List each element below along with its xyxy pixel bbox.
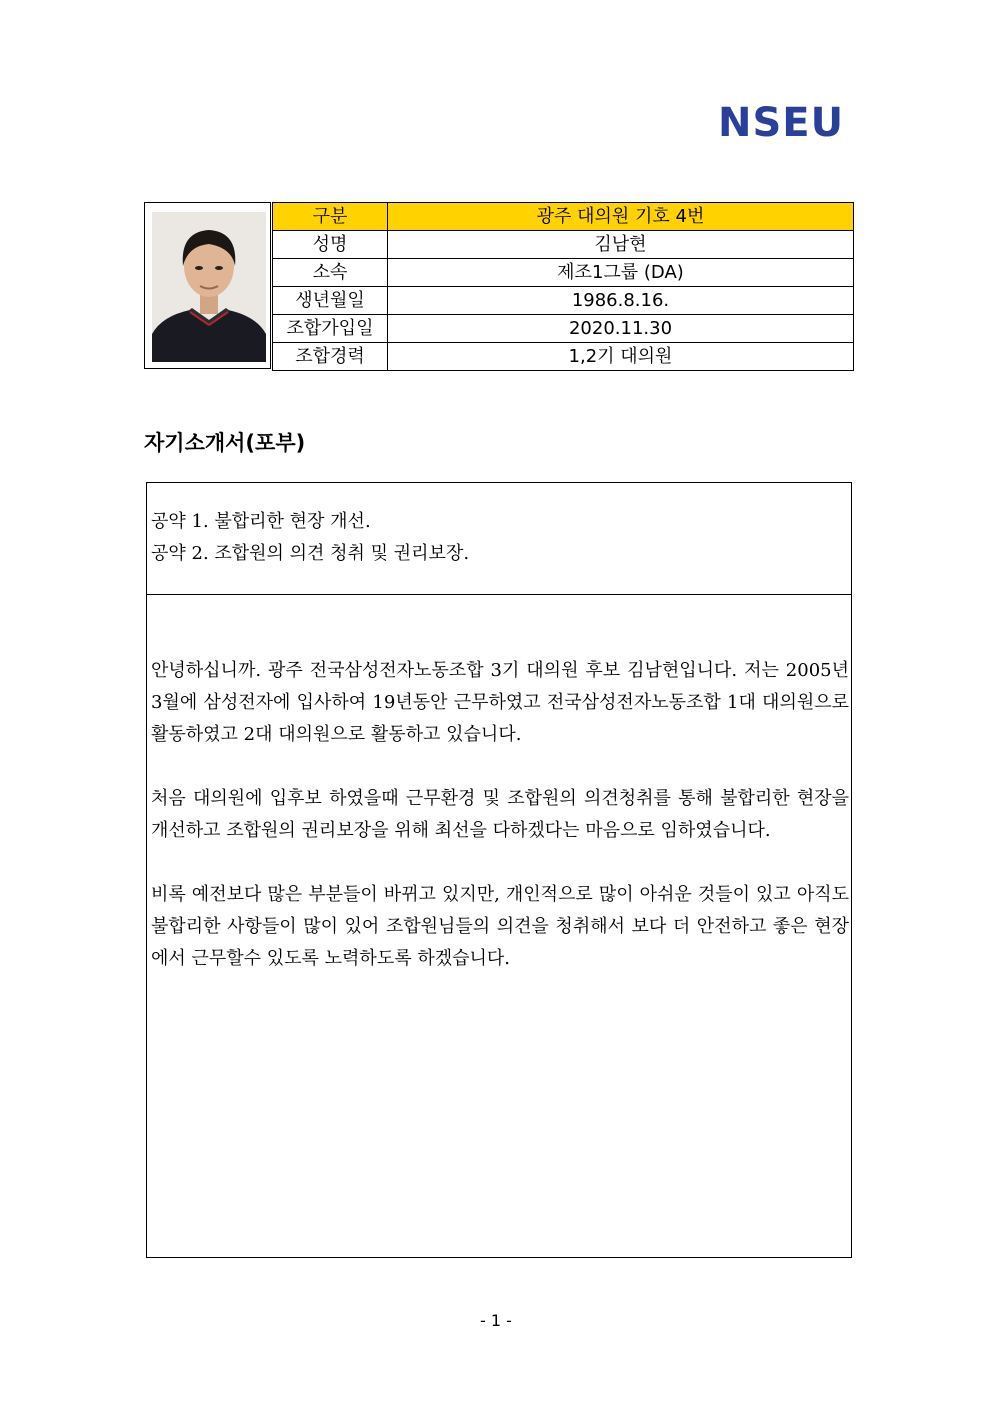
info-row bbox=[273, 287, 854, 315]
info-value: 1,2기 대의원 bbox=[388, 343, 854, 371]
info-row bbox=[273, 315, 854, 343]
info-label: 성명 bbox=[273, 231, 388, 259]
intro-paragraph: 안녕하십니까. 광주 전국삼성전자노동조합 3기 대의원 후보 김남현입니다. 저는 2005년 3월에 삼성전자에 입사하여 19년동안 근무하였고 전국삼성전자노동조합 1대 대의원으로 활동하였고 2대 대의원으로 활동하고 있습니다. bbox=[151, 660, 849, 745]
info-table bbox=[272, 202, 854, 371]
page-number: - 1 - bbox=[480, 1311, 512, 1330]
info-row bbox=[273, 203, 854, 231]
intro-paragraph: 비록 예전보다 많은 부분들이 바뀌고 있지만, 개인적으로 많이 아쉬운 것들이 있고 아직도 불합리한 사항들이 많이 있어 조합원님들의 의견을 청취해서 보다 더 안전하고 좋은 현장에서 근무할수 있도록 노력하도록 하겠습니다. bbox=[151, 884, 849, 969]
photo-frame bbox=[144, 202, 271, 369]
info-row bbox=[273, 231, 854, 259]
info-row bbox=[273, 343, 854, 371]
pledge-item: 공약 2. 조합원의 의견 청취 및 권리보장. bbox=[151, 543, 470, 564]
info-value: 광주 대의원 기호 4번 bbox=[388, 203, 854, 231]
info-label: 생년월일 bbox=[273, 287, 388, 315]
info-label: 소속 bbox=[273, 259, 388, 287]
info-row bbox=[273, 259, 854, 287]
pledge-item: 공약 1. 불합리한 현장 개선. bbox=[151, 511, 371, 532]
portrait-image bbox=[152, 212, 266, 362]
info-label: 조합경력 bbox=[273, 343, 388, 371]
section-title: 자기소개서(포부) bbox=[144, 431, 306, 455]
info-label: 구분 bbox=[273, 203, 388, 231]
info-value: 김남현 bbox=[388, 231, 854, 259]
intro-section bbox=[151, 655, 849, 1007]
statement-box bbox=[146, 482, 852, 1258]
info-value: 2020.11.30 bbox=[388, 315, 854, 343]
pledges-section bbox=[147, 483, 851, 595]
info-value: 제조1그룹 (DA) bbox=[388, 259, 854, 287]
info-value: 1986.8.16. bbox=[388, 287, 854, 315]
nseu-logo: NSEU bbox=[718, 100, 845, 146]
candidate-photo bbox=[152, 212, 266, 362]
intro-paragraph: 처음 대의원에 입후보 하였을때 근무환경 및 조합원의 의견청취를 통해 불합리한 현장을 개선하고 조합원의 권리보장을 위해 최선을 다하겠다는 마음으로 임하였습니다. bbox=[151, 788, 849, 841]
info-label: 조합가입일 bbox=[273, 315, 388, 343]
candidate-info bbox=[144, 202, 854, 370]
